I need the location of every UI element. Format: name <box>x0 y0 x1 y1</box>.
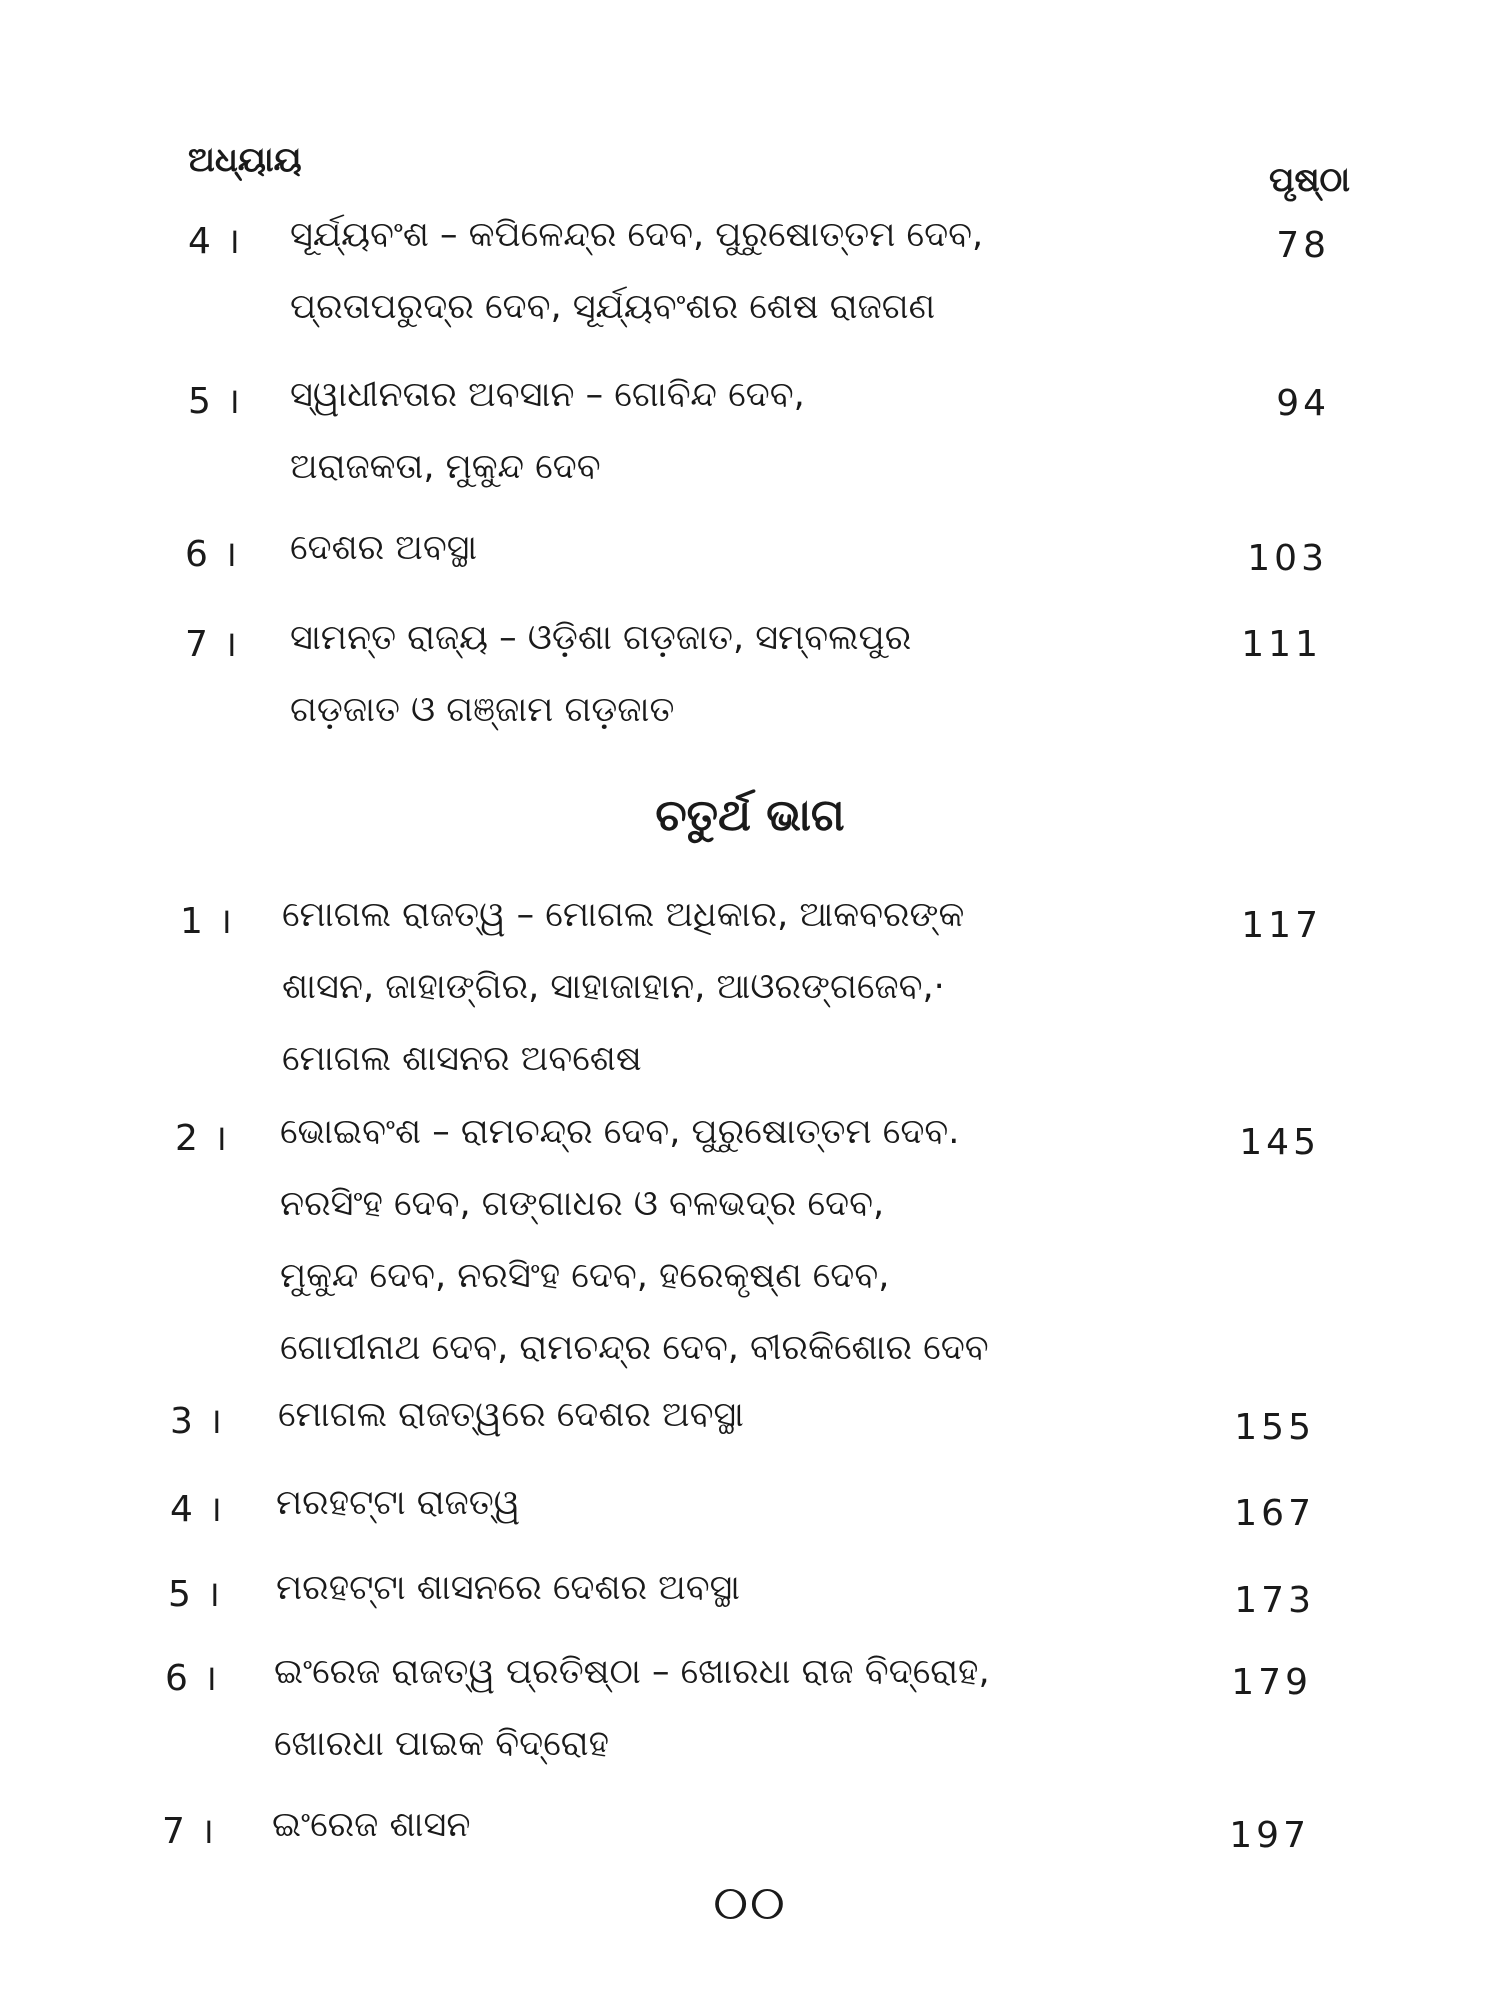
entry-line: ଗଡ଼ଜାତ ଓ ଗଞ୍ଜାମ ଗଡ଼ଜାତ <box>290 690 675 730</box>
entry-line: ସାମନ୍ତ ରାଜ୍ୟ – ଓଡ଼ିଶା ଗଡ଼ଜାତ, ସମ୍ବଲପୁର <box>290 618 912 658</box>
page-column-heading: ପୃଷ୍ଠା <box>1269 160 1350 200</box>
entry-text <box>274 1636 1274 1780</box>
entry-page-number: 94 <box>1276 383 1330 424</box>
entry-page-number: 145 <box>1239 1122 1320 1163</box>
entry-page-number: 117 <box>1241 905 1322 946</box>
entry-line: ଗୋପୀନାଥ ଦେବ, ରାମଚନ୍ଦ୍ର ଦେବ, ବୀରକିଶୋର ଦେବ <box>280 1328 989 1368</box>
entry-page-number: 197 <box>1229 1815 1310 1856</box>
entry-text <box>278 1379 1278 1451</box>
entry-line: ମୁକୁନ୍ଦ ଦେବ, ନରସିଂହ ଦେବ, ହରେକୃଷ୍ଣ ଦେବ, <box>280 1256 890 1296</box>
entry-number: 7 । <box>185 624 239 665</box>
entry-number: 6 । <box>165 1658 219 1699</box>
entry-line: ଇଂରେଜ ରାଜତ୍ୱ ପ୍ରତିଷ୍ଠା – ଖୋରଧା ରାଜ ବିଦ୍ରୋହ, <box>274 1652 990 1692</box>
entry-text <box>276 1467 1276 1539</box>
entry-text <box>272 1789 1272 1861</box>
entry-line: ମରହଟ୍ଟା ଶାସନରେ ଦେଶର ଅବସ୍ଥା <box>276 1568 740 1608</box>
entry-number: 3 । <box>170 1401 224 1442</box>
entry-text <box>290 359 1290 503</box>
entry-number: 4 । <box>170 1489 224 1530</box>
entry-number: 6 । <box>185 534 239 575</box>
entry-number: 2 । <box>175 1118 229 1159</box>
footer-page-number: ୦୦ <box>713 1875 787 1931</box>
entry-line: ନରସିଂହ ଦେବ, ଗଙ୍ଗାଧର ଓ ବଳଭଦ୍ର ଦେବ, <box>280 1184 885 1224</box>
entry-line: ପ୍ରତାପରୁଦ୍ର ଦେବ, ସୂର୍ଯ୍ୟବଂଶର ଶେଷ ରାଜଗଣ <box>290 287 936 327</box>
entry-text <box>276 1552 1276 1624</box>
entry-line: ମୋଗଲ ରାଜତ୍ୱ – ମୋଗଲ ଅଧିକାର, ଆକବରଙ୍କ <box>282 895 965 935</box>
entry-page-number: 167 <box>1234 1493 1315 1534</box>
entry-line: ମରହଟ୍ଟା ରାଜତ୍ୱ <box>276 1483 521 1523</box>
entry-line: ଖୋରଧା ପାଇକ ବିଦ୍ରୋହ <box>274 1724 610 1764</box>
entry-page-number: 179 <box>1231 1662 1312 1703</box>
entry-page-number: 173 <box>1234 1580 1315 1621</box>
entry-number: 5 । <box>168 1574 222 1615</box>
entry-text <box>280 1096 1280 1384</box>
entry-line: ଭୋଇବଂଶ – ରାମଚନ୍ଦ୍ର ଦେବ, ପୁରୁଷୋତ୍ତମ ଦେବ. <box>280 1112 960 1152</box>
entry-line: ଇଂରେଜ ଶାସନ <box>272 1805 471 1845</box>
entry-number: 5 । <box>188 381 242 422</box>
entry-line: ଅରାଜକତା, ମୁକୁନ୍ଦ ଦେବ <box>290 447 601 487</box>
entry-text <box>290 602 1290 746</box>
entry-line: ସୂର୍ଯ୍ୟବଂଶ – କପିଳେନ୍ଦ୍ର ଦେବ, ପୁରୁଷୋତ୍ତମ ଦେବ, <box>290 215 984 255</box>
section-heading: ଚତୁର୍ଥ ଭାଗ <box>655 790 845 841</box>
entry-line: ସ୍ୱାଧୀନତାର ଅବସାନ – ଗୋବିନ୍ଦ ଦେବ, <box>290 375 805 415</box>
entry-number: 1 । <box>180 901 234 942</box>
entry-page-number: 155 <box>1234 1407 1315 1448</box>
entry-page-number: 78 <box>1276 225 1330 266</box>
entry-text <box>290 512 1290 584</box>
entry-text <box>282 879 1282 1095</box>
entry-number: 7 । <box>162 1811 216 1852</box>
entry-line: ଦେଶର ଅବସ୍ଥା <box>290 528 478 568</box>
entry-text <box>290 199 1290 343</box>
chapter-column-heading: ଅଧ୍ୟାୟ <box>188 140 302 180</box>
entry-line: ମୋଗଲ ଶାସନର ଅବଶେଷ <box>282 1039 642 1079</box>
entry-line: ଶାସନ, ଜାହାଙ୍ଗିର, ସାହାଜାହାନ, ଆଓରଙ୍ଗଜେବ,· <box>282 967 945 1007</box>
entry-line: ମୋଗଲ ରାଜତ୍ୱରେ ଦେଶର ଅବସ୍ଥା <box>278 1395 744 1435</box>
entry-page-number: 111 <box>1241 624 1322 665</box>
entry-number: 4 । <box>188 221 242 262</box>
entry-page-number: 103 <box>1247 538 1328 579</box>
